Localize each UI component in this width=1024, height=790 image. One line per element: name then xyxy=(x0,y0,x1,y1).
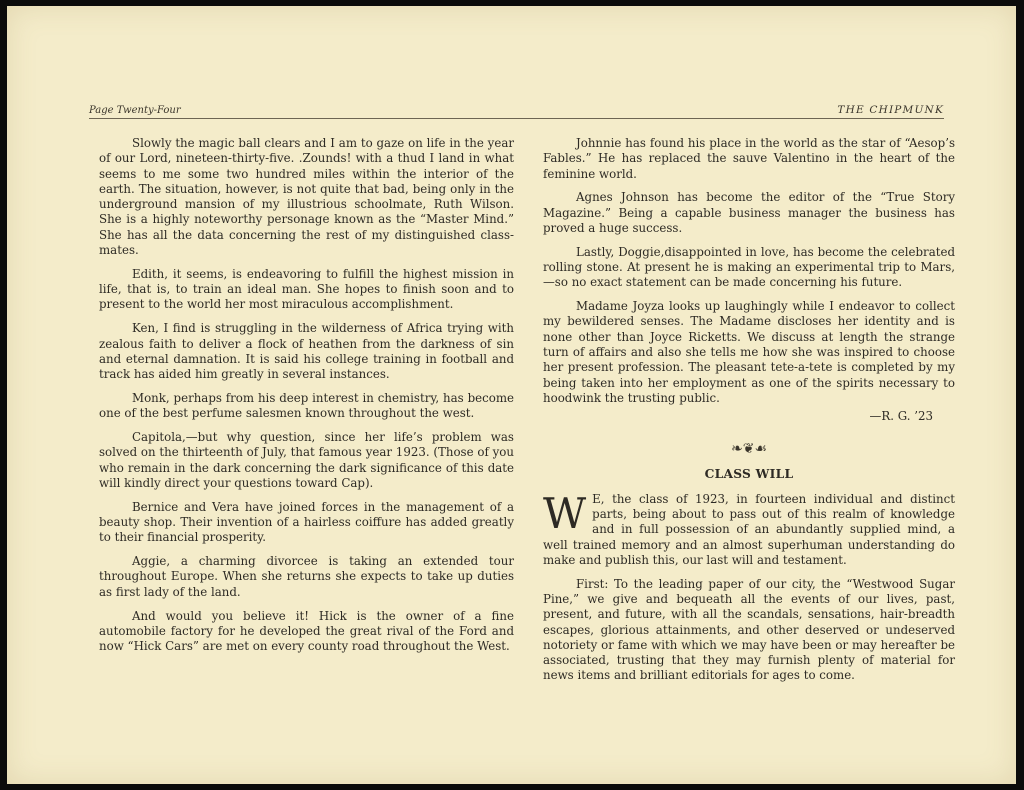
page-header xyxy=(89,102,944,119)
paragraph: Monk, perhaps from his deep interest in chemistry, has become one of the best perfume salesmen known throughout the west. xyxy=(99,390,514,421)
ornament-divider: ❧❦☙ xyxy=(730,441,767,458)
paragraph: Madame Joyza looks up laughingly while I endeavor to collect my bewildered senses. The Madame discloses her identity and is none other than Joyce Ricketts. We discuss at length the strange turn of affairs and also she tells me how she was inspired to choose her present profession. The pleasant tete-a-tete is completed by my being taken into her employment as one of the spirits necessary to hoodwink the trusting public. xyxy=(543,299,955,405)
author-signature: —R. G. ’23 xyxy=(869,408,933,423)
paragraph: Slowly the magic ball clears and I am to gaze on life in the year of our Lord, nineteen-thirty-five. .Zounds! with a thud I land in what seems to me some two hundred miles within the interior of the earth. The situation, however, is not quite that bad, being only in the underground mansion of my illustrious schoolmate, Ruth Wilson. She is a highly noteworthy personage known as the “Master Mind.” She has all the data concerning the rest of my distinguished class-mates. xyxy=(99,136,514,258)
section-heading: CLASS WILL xyxy=(704,467,794,482)
left-column xyxy=(99,136,514,663)
document-page xyxy=(7,6,1016,784)
class-will-first-clause: First: To the leading paper of our city, the “Westwood Sugar Pine,” we give and bequeath all the events of our lives, past, present, and future, with all the scandals, sensations, hair-breadth escapes, glorious attainments, and other deserved or undeserved notoriety or fame with which we may have been or may hereafter be associated, trusting that they may furnish plenty of material for news items and brilliant editorials for ages to come. xyxy=(543,576,955,683)
class-will-intro-text: E, the class of 1923, in fourteen individual and distinct parts, being about to pass out of this realm of knowledge and in full possession of an abundantly supplied mind, a well trained memory and an almost superhuman understanding do make and publish this, our last will and testament. xyxy=(543,491,955,567)
paragraph: And would you believe it! Hick is the owner of a fine automobile factory for he developed the great rival of the Ford and now “Hick Cars” are met on every county road throughout the West. xyxy=(99,608,514,654)
paragraph: Edith, it seems, is endeavoring to fulfill the highest mission in life, that is, to train an ideal man. She hopes to finish soon and to present to the world her most miraculous accomplishment. xyxy=(99,266,514,312)
paragraph: Johnnie has found his place in the world as the star of “Aesop’s Fables.” He has replaced the sauve Valentino in the heart of the feminine world. xyxy=(543,136,955,181)
right-column xyxy=(543,136,955,692)
page-number-label: Page Twenty-Four xyxy=(89,105,181,116)
paragraph: Bernice and Vera have joined forces in the management of a beauty shop. Their invention of a hairless coiffure has added greatly to their financial prosperity. xyxy=(99,499,514,545)
paragraph: Aggie, a charming divorcee is taking an extended tour throughout Europe. When she returns she expects to take up duties as first lady of the land. xyxy=(99,554,514,599)
paragraph: Lastly, Doggie,disappointed in love, has become the celebrated rolling stone. At present he is making an experimental trip to Mars,—so no exact statement can be made concerning his future. xyxy=(543,244,955,290)
paragraph: Agnes Johnson has become the editor of the “True Story Magazine.” Being a capable business manager the business has proved a huge success. xyxy=(543,190,955,235)
drop-cap: W xyxy=(543,488,587,538)
class-will-intro xyxy=(543,488,955,568)
publication-title: THE CHIPMUNK xyxy=(837,104,944,116)
paragraph: Ken, I find is struggling in the wilderness of Africa trying with zealous faith to deliver a flock of heathen from the darkness of sin and eternal damnation. It is said his college training in football and track has aided him greatly in several instances. xyxy=(99,321,514,382)
paragraph: Capitola,—but why question, since her life’s problem was solved on the thirteenth of July, that famous year 1923. (Those of you who remain in the dark concerning the dark significance of this date will kindly direct your questions toward Cap). xyxy=(99,430,514,490)
